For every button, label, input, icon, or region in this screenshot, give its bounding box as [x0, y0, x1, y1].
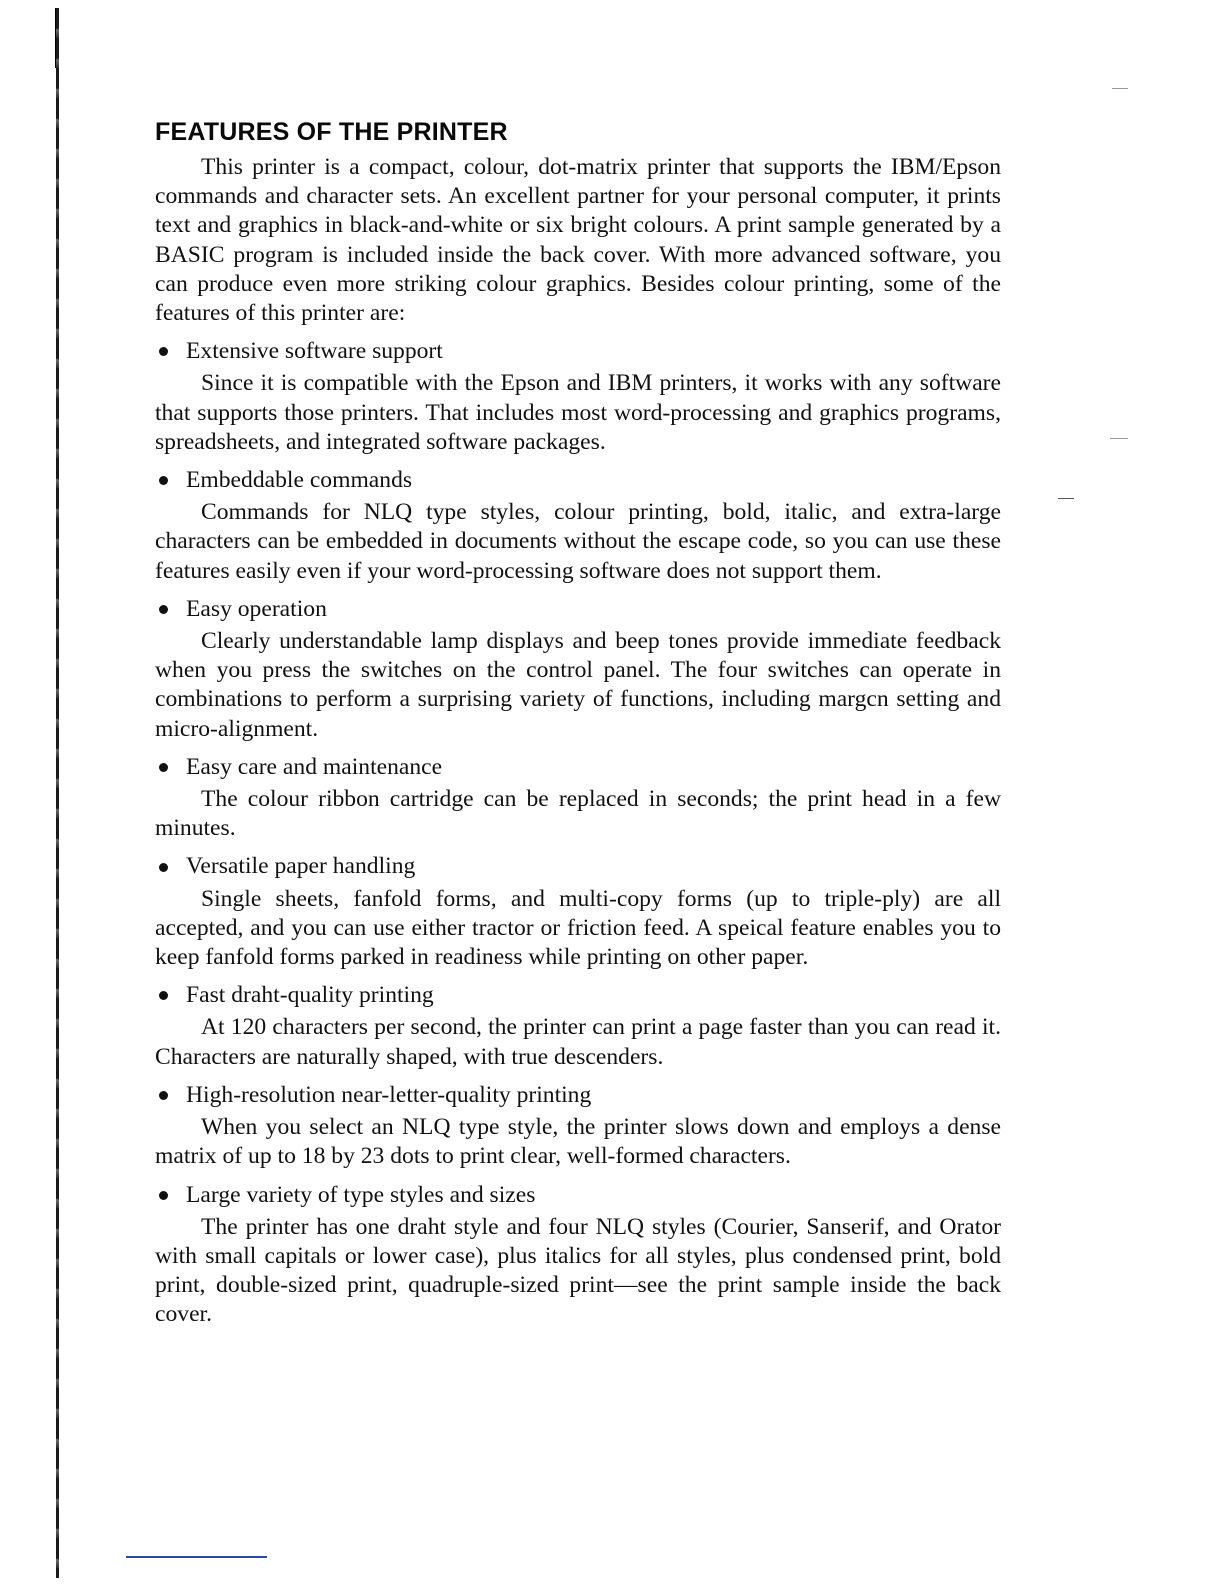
feature-body: The printer has one draht style and four NLQ styles (Courier, Sanserif, and Orator with small capitals or lower case), plus italics for all styles, plus condensed print, bold print, double-sized print, quadruple-sized print—see the print sample inside the back cover. — [155, 1213, 1001, 1328]
feature-heading — [155, 337, 1001, 366]
bullet-icon — [159, 763, 168, 772]
bullet-icon — [159, 605, 168, 614]
feature-item — [155, 852, 1001, 972]
feature-heading — [155, 1081, 1001, 1110]
binding-edge — [56, 8, 59, 1578]
scan-mark — [1112, 88, 1128, 89]
feature-title: Fast draht-quality printing — [186, 982, 434, 1009]
feature-body: Clearly understandable lamp displays and beep tones provide immediate feedback when you press the switches on the control panel. The four switches can operate in combinations to perform a surprising variety of functions, including margcn setting and micro-alignment. — [155, 628, 1001, 742]
bullet-icon — [159, 347, 168, 356]
page-heading: FEATURES OF THE PRINTER — [155, 118, 508, 146]
feature-heading — [155, 852, 1001, 881]
intro-paragraph: This printer is a compact, colour, dot-matrix printer that supports the IBM/Epson commands and character sets. An excellent partner for your personal computer, it prints text and graphics in black-and-white or six bright colours. A print sample generated by a BASIC program is included inside the back cover. With more advanced software, you can produce even more striking colour graphics. Besides colour printing, some of the features of this printer are: — [155, 154, 1001, 327]
feature-item — [155, 595, 1001, 744]
scan-mark — [1058, 498, 1074, 499]
feature-item — [155, 466, 1001, 586]
bullet-icon — [159, 863, 168, 872]
feature-heading — [155, 1181, 1001, 1210]
feature-heading — [155, 981, 1001, 1010]
feature-item — [155, 1181, 1001, 1330]
feature-body: At 120 characters per second, the printer can print a page faster than you can read it. Characters are naturally shaped, with true descenders. — [155, 1014, 1001, 1070]
feature-title: Easy operation — [186, 595, 327, 622]
feature-body: The colour ribbon cartridge can be replaced in seconds; the print head in a few minutes. — [155, 786, 1001, 842]
feature-title: Easy care and maintenance — [186, 753, 443, 780]
document-body — [155, 118, 1001, 1339]
feature-title: Versatile paper handling — [186, 853, 416, 880]
feature-item — [155, 1081, 1001, 1172]
feature-body: When you select an NLQ type style, the printer slows down and employs a dense matrix of up to 18 by 23 dots to print clear, well-formed characters. — [155, 1114, 1001, 1170]
scan-mark — [1110, 438, 1128, 439]
feature-title: Extensive software support — [186, 338, 443, 365]
feature-body: Commands for NLQ type styles, colour printing, bold, italic, and extra-large characters can be embedded in documents without the escape code, so you can use these features easily even if your word-processing software does not support them. — [155, 499, 1001, 584]
feature-title: High-resolution near-letter-quality printing — [186, 1081, 592, 1108]
feature-body: Since it is compatible with the Epson and IBM printers, it works with any software that supports those printers. That includes most word-processing and graphics programs, spreadsheets, and integrated software packages. — [155, 370, 1001, 455]
bullet-icon — [159, 1091, 168, 1100]
feature-item — [155, 753, 1001, 844]
feature-body: Single sheets, fanfold forms, and multi-copy forms (up to triple-ply) are all accepted, and you can use either tractor or friction feed. A speical feature enables you to keep fanfold forms parked in readiness while printing on other paper. — [155, 885, 1001, 971]
feature-heading — [155, 466, 1001, 495]
footer-rule — [126, 1556, 267, 1558]
feature-title: Large variety of type styles and sizes — [186, 1181, 536, 1208]
bullet-icon — [159, 991, 168, 1000]
bullet-icon — [159, 1191, 168, 1200]
feature-title: Embeddable commands — [186, 467, 413, 494]
feature-heading — [155, 753, 1001, 782]
feature-item — [155, 337, 1001, 457]
feature-heading — [155, 595, 1001, 624]
feature-item — [155, 981, 1001, 1072]
bullet-icon — [159, 476, 168, 485]
